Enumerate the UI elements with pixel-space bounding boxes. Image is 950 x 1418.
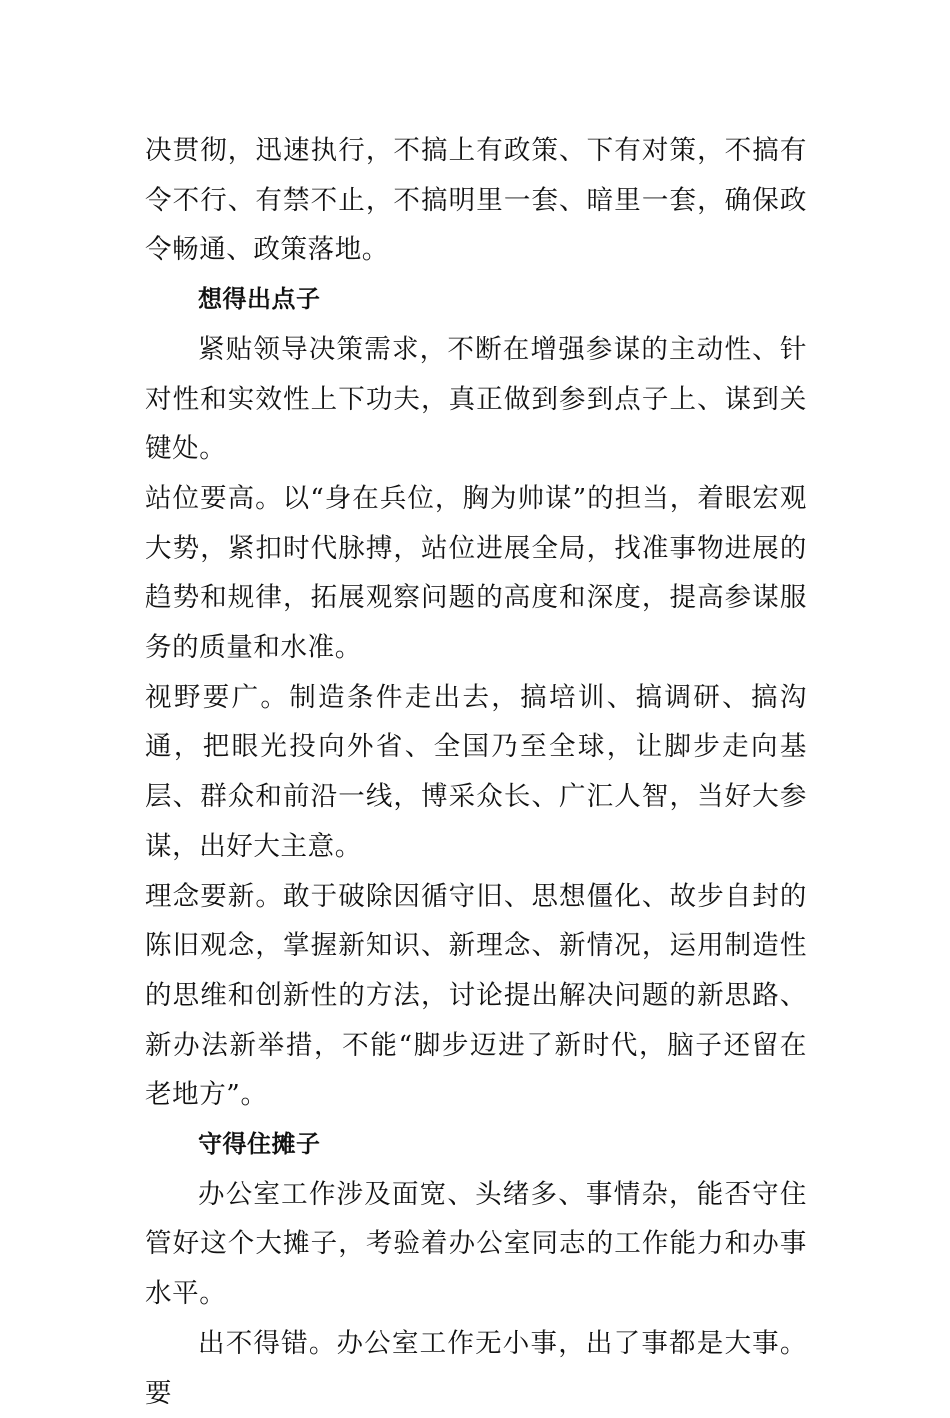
paragraph-no-mistakes: 出不得错。办公室工作无小事，出了事都是大事。要: [145, 1327, 807, 1409]
paragraph-new-concepts: 理念要新。敢于破除因循守旧、思想僵化、故步自封的陈旧观念，掌握新知识、新理念、新情况，运用制造性的思维和创新性的方法，讨论提出解决问题的新思路、新办法新举措，不能“脚步迈进了新时代，脑子还留在老地方”。: [145, 880, 807, 1111]
section-heading-hold-the-fort: 守得住摊子: [198, 1130, 321, 1159]
paragraph-policy-execution: 决贯彻，迅速执行，不搞上有政策、下有对策，不搞有令不行、有禁不止，不搞明里一套、暗里一套，确保政令畅通、政策落地。: [145, 135, 807, 266]
section-heading-ideas: 想得出点子: [198, 285, 321, 314]
paragraph-office-workload: 办公室工作涉及面宽、头绪多、事情杂，能否守住管好这个大摊子，考验着办公室同志的工作能力和办事水平。: [145, 1178, 807, 1310]
document-body: [145, 126, 807, 1418]
paragraph-high-standpoint: 站位要高。以“身在兵位，胸为帅谋”的担当，着眼宏观大势，紧扣时代脉搏，站位进展全局，找准事物进展的趋势和规律，拓展观察问题的高度和深度，提高参谋服务的质量和水准。: [145, 482, 807, 664]
paragraph-decision-support: 紧贴领导决策需求，不断在增强参谋的主动性、针对性和实效性上下功夫，真正做到参到点子上、谋到关键处。: [145, 333, 807, 465]
paragraph-broad-vision: 视野要广。制造条件走出去，搞培训、搞调研、搞沟通，把眼光投向外省、全国乃至全球，让脚步走向基层、群众和前沿一线，博采众长、广汇人智，当好大参谋，出好大主意。: [145, 681, 807, 862]
